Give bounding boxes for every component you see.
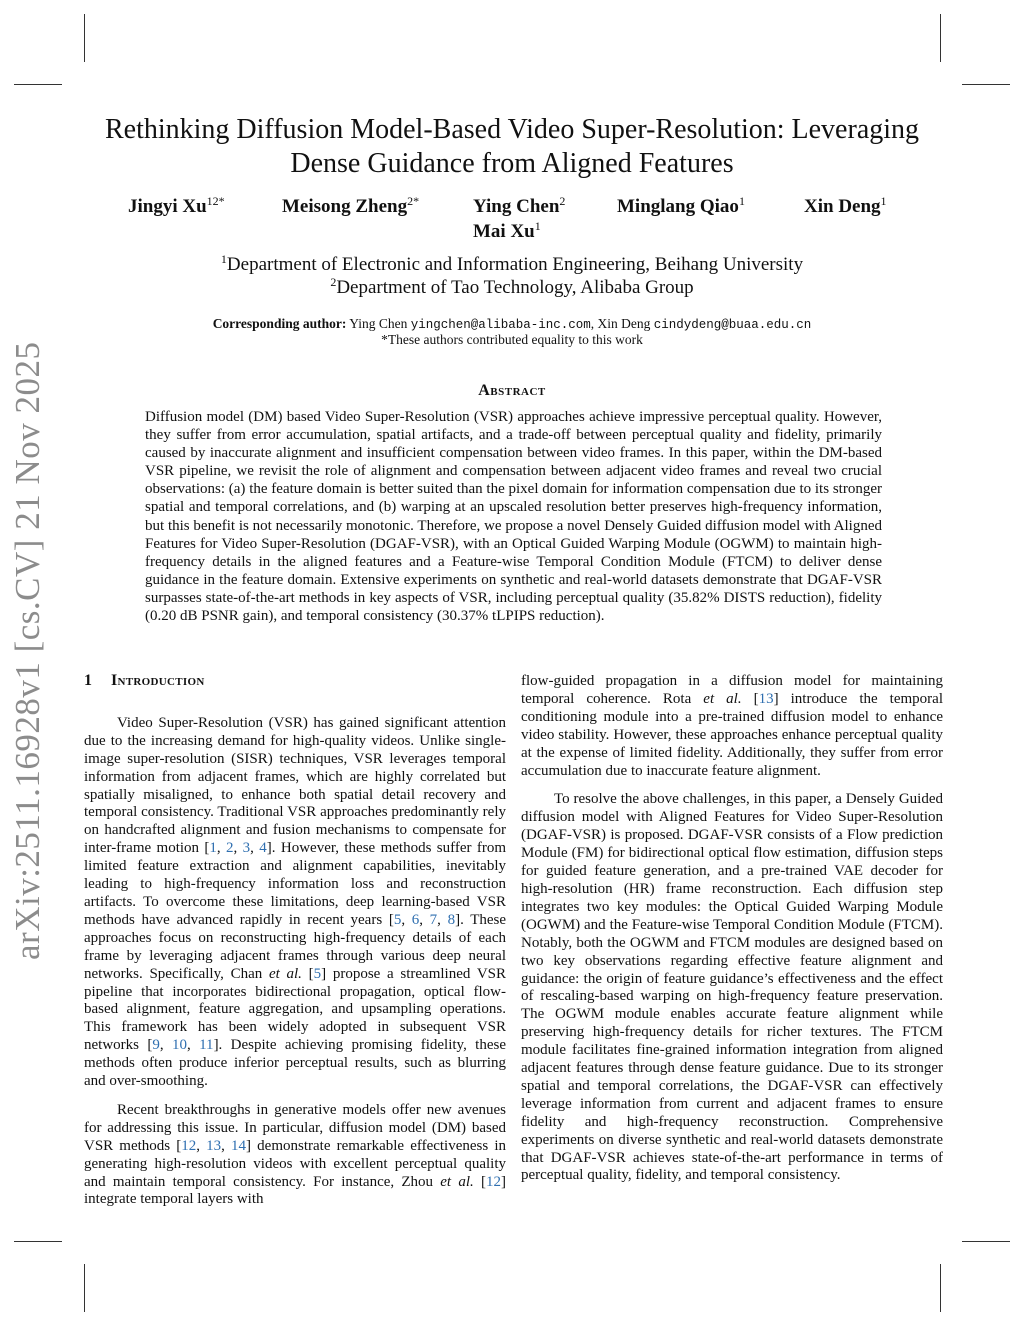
paragraph-text: ,: [437, 911, 448, 928]
citation-link[interactable]: 1: [209, 840, 217, 857]
left-column: [84, 672, 506, 1209]
citation-link[interactable]: 8: [447, 911, 456, 928]
paragraph-text: ,: [401, 911, 412, 928]
paragraph-text: ,: [250, 840, 260, 857]
paragraph-text: ] demonstrate remarkable effectiveness in generating high-resolution videos with excellent perceptual quality and maintain temporal consistency. For instance, Zhou: [84, 1137, 507, 1190]
citation-link[interactable]: 5: [393, 911, 402, 928]
paragraph-text: Video Super-Resolution (VSR) has gained significant attention due to the increasing demand for high-quality videos. Unlike single-image super-resolution (SISR) techniques, VSR leverages temporal information from adjacent frames, which are highly correlated but spatially misaligned, to enhance both spatial detail recovery and temporal consistency. Traditional VSR approaches predominantly rely on handcrafted alignment and fusion mechanisms to compensate for inter-frame motion [: [84, 714, 506, 857]
body-paragraph: [84, 715, 506, 1091]
paper-title: Rethinking Diffusion Model-Based Video Super-Resolution: Leveraging Dense Guidance from Aligned Features: [104, 114, 920, 179]
author: Minglang Qiao$^1$: [617, 194, 745, 217]
paragraph-text: ,: [186, 1037, 200, 1054]
paragraph-text: flow-guided propagation in a diffusion model for maintaining temporal coherence. Rota: [521, 673, 943, 707]
paragraph-text: ] integrate temporal layers with: [84, 1173, 506, 1208]
corresponding-author: Corresponding author: Ying Chen yingchen@alibaba-inc.com, Xin Deng cindydeng@buaa.edu.cn: [212, 316, 812, 332]
email-link[interactable]: cindydeng@buaa.edu.cn: [653, 318, 812, 332]
arxiv-stamp: arXiv:2511.16928v1 [cs.CV] 21 Nov 2025: [8, 341, 47, 960]
paragraph-text: ,: [196, 1137, 207, 1154]
abstract-heading: Abstract: [478, 382, 546, 399]
body-paragraph: [521, 791, 943, 1185]
crop-mark: [84, 1264, 85, 1312]
paragraph-text: To resolve the above challenges, in this paper, a Densely Guided diffusion model with Aligned Features for Video Super-Resolution (DGAF-VSR) is proposed. DGAF-VSR consists of a Flow prediction Module (FM) for bidirectional optical flow estimation, diffusion steps for guided feature generation, and a pre-trained VAE decoder for high-resolution (HR) frame reconstruction. Each diffusion step integrates two key modules: the Optical Guided Warping Module (OGWM) and the Feature-wise Temporal Condition Module (FTCM). Notably, both the OGWM and FTCM modules are designed based on two key observations regarding effective feature alignment and guidance: the origin of feature guidance’s effectiveness and the effect of rescaling-based warping on high-frequency feature preservation. The OGWM module enables accurate feature alignment while preserving high-frequency details for richer textures. The FTCM module facilitates fine-grained information integration from aligned adjacent features through dense feature guidance. Due to its stronger spatial and temporal correlations, the DGAF-VSR can effectively leverage information from current and adjacent frames to ensure fidelity and high-frequency reconstruction. Comprehensive experiments on diverse synthetic and real-world datasets demonstrate that DGAF-VSR achieves state-of-the-art performance in terms of perceptual quality, fidelity, and temporal consistency.: [521, 791, 943, 1184]
crop-mark: [940, 1264, 941, 1312]
crop-mark: [84, 14, 85, 62]
right-column: [521, 673, 943, 1185]
paragraph-text: [: [473, 1173, 486, 1190]
crop-mark: [14, 1241, 62, 1242]
paragraph-text: ,: [216, 840, 227, 857]
equal-contribution-note: *These authors contributed equality to this work: [381, 332, 643, 347]
paragraph-text: ]. Despite achieving promising fidelity, these methods often produce inferior perceptual results, such as blurring and over-smoothing.: [84, 1037, 507, 1090]
et-al-text: et al.: [268, 965, 302, 982]
citation-link[interactable]: 11: [199, 1037, 214, 1054]
citation-link[interactable]: 12: [485, 1173, 501, 1190]
author: Jingyi $Xu^{12*}$: [128, 194, 225, 217]
paragraph-text: ,: [419, 911, 430, 928]
paragraph-text: ]. However, these methods suffer from limited feature extraction and alignment capabilities, inevitably leading to high-frequency information loss and reconstruction artifacts. To overcome these limitations, deep learning-based VSR methods have advanced rapidly in recent years [: [84, 840, 507, 928]
citation-link[interactable]: 12: [181, 1137, 197, 1154]
citation-link[interactable]: 13: [758, 690, 774, 707]
paragraph-text: [: [301, 965, 314, 982]
crop-mark: [962, 1241, 1010, 1242]
affiliation: $^1$Department of Electronic and Information Engineering, Beihang University: [220, 252, 804, 275]
citation-link[interactable]: 6: [411, 911, 420, 928]
paragraph-text: ,: [221, 1137, 232, 1154]
citation-link[interactable]: 9: [152, 1037, 160, 1054]
paragraph-text: ] introduce the temporal conditioning module into a pre-trained diffusion model to enhance video stability. However, these approaches enhance perceptual quality at the expense of limited fidelity. Additionally, they suffer from error accumulation due to inaccurate feature alignment.: [521, 690, 943, 779]
paragraph-text: Recent breakthroughs in generative models offer new avenues for addressing this issue. In particular, diffusion model (DM) based VSR methods [: [84, 1101, 506, 1154]
paragraph-text: ,: [159, 1037, 172, 1054]
citation-link[interactable]: 4: [259, 840, 267, 857]
abstract-text: Diffusion model (DM) based Video Super-Resolution (VSR) approaches achieve impressive perceptual quality. However, they suffer from error accumulation, spatial artifacts, and a trade-off between perceptual quality and fidelity, primarily caused by inaccurate alignment and insufficient compensation between video frames. In this paper, within the DM-based VSR pipeline, we revisit the role of alignment and compensation between adjacent video frames and reveal two crucial observations: (a) the feature domain is better suited than the pixel domain for information compensation due to its stronger spatial and temporal correlations, and (b) warping at an upscaled resolution better preserves high-frequency information, but this benefit is not necessarily monotonic. Therefore, we propose a novel Densely Guided diffusion model with Aligned Features for Video Super-Resolution (DGAF-VSR), with an Optical Guided Warping Module (OGWM) to maintain high-frequency details in the aligned features and a Feature-wise Temporal Condition Module (FTCM) to deliver dense guidance in the feature domain. Extensive experiments on synthetic and real-world datasets demonstrate that DGAF-VSR surpasses state-of-the-art methods in key aspects of VSR, including perceptual quality (35.82% DISTS reduction), fidelity (0.20 dB PSNR gain), and temporal consistency (30.37% tLPIPS reduction).: [145, 409, 882, 625]
citation-link[interactable]: 2: [226, 840, 234, 857]
author: Mai Xu$^1$: [473, 219, 541, 242]
paragraph-text: ]. These approaches focus on reconstructing high-frequency details of each frame by leveraging adjacent frames through various deep neural networks. Specifically, Chan: [84, 911, 507, 982]
citation-link[interactable]: 14: [231, 1137, 247, 1154]
citation-link[interactable]: 13: [206, 1137, 222, 1154]
citation-link[interactable]: 3: [242, 840, 251, 857]
author: Meisong Zheng$^{2*}$: [282, 194, 420, 217]
et-al-text: et al.: [703, 690, 742, 707]
email-link[interactable]: yingchen@alibaba-inc.com: [410, 318, 591, 332]
paragraph-text: [: [741, 690, 759, 707]
crop-mark: [962, 84, 1010, 85]
author: Ying Chen$^2$: [473, 194, 566, 217]
crop-mark: [940, 14, 941, 62]
body-paragraph: [521, 673, 943, 780]
author: Xin Deng$^1$: [804, 194, 887, 217]
paragraph-text: ,: [233, 840, 243, 857]
paragraph-text: ] propose a streamlined VSR pipeline that incorporates bidirectional propagation, optical flow-based alignment, feature aggregation, and upsampling operations. This framework has been widely adopted in subsequent VSR networks [: [84, 965, 506, 1054]
citation-link[interactable]: 7: [429, 911, 438, 928]
crop-mark: [14, 84, 62, 85]
citation-link[interactable]: 10: [171, 1037, 187, 1054]
citation-link[interactable]: 5: [313, 965, 322, 982]
et-al-text: et al.: [440, 1173, 474, 1190]
body-paragraph: [84, 1102, 506, 1209]
section-heading: 1 Introduction: [84, 672, 205, 689]
affiliation: $^2$Department of Tao Technology, Alibaba Group: [330, 275, 694, 298]
